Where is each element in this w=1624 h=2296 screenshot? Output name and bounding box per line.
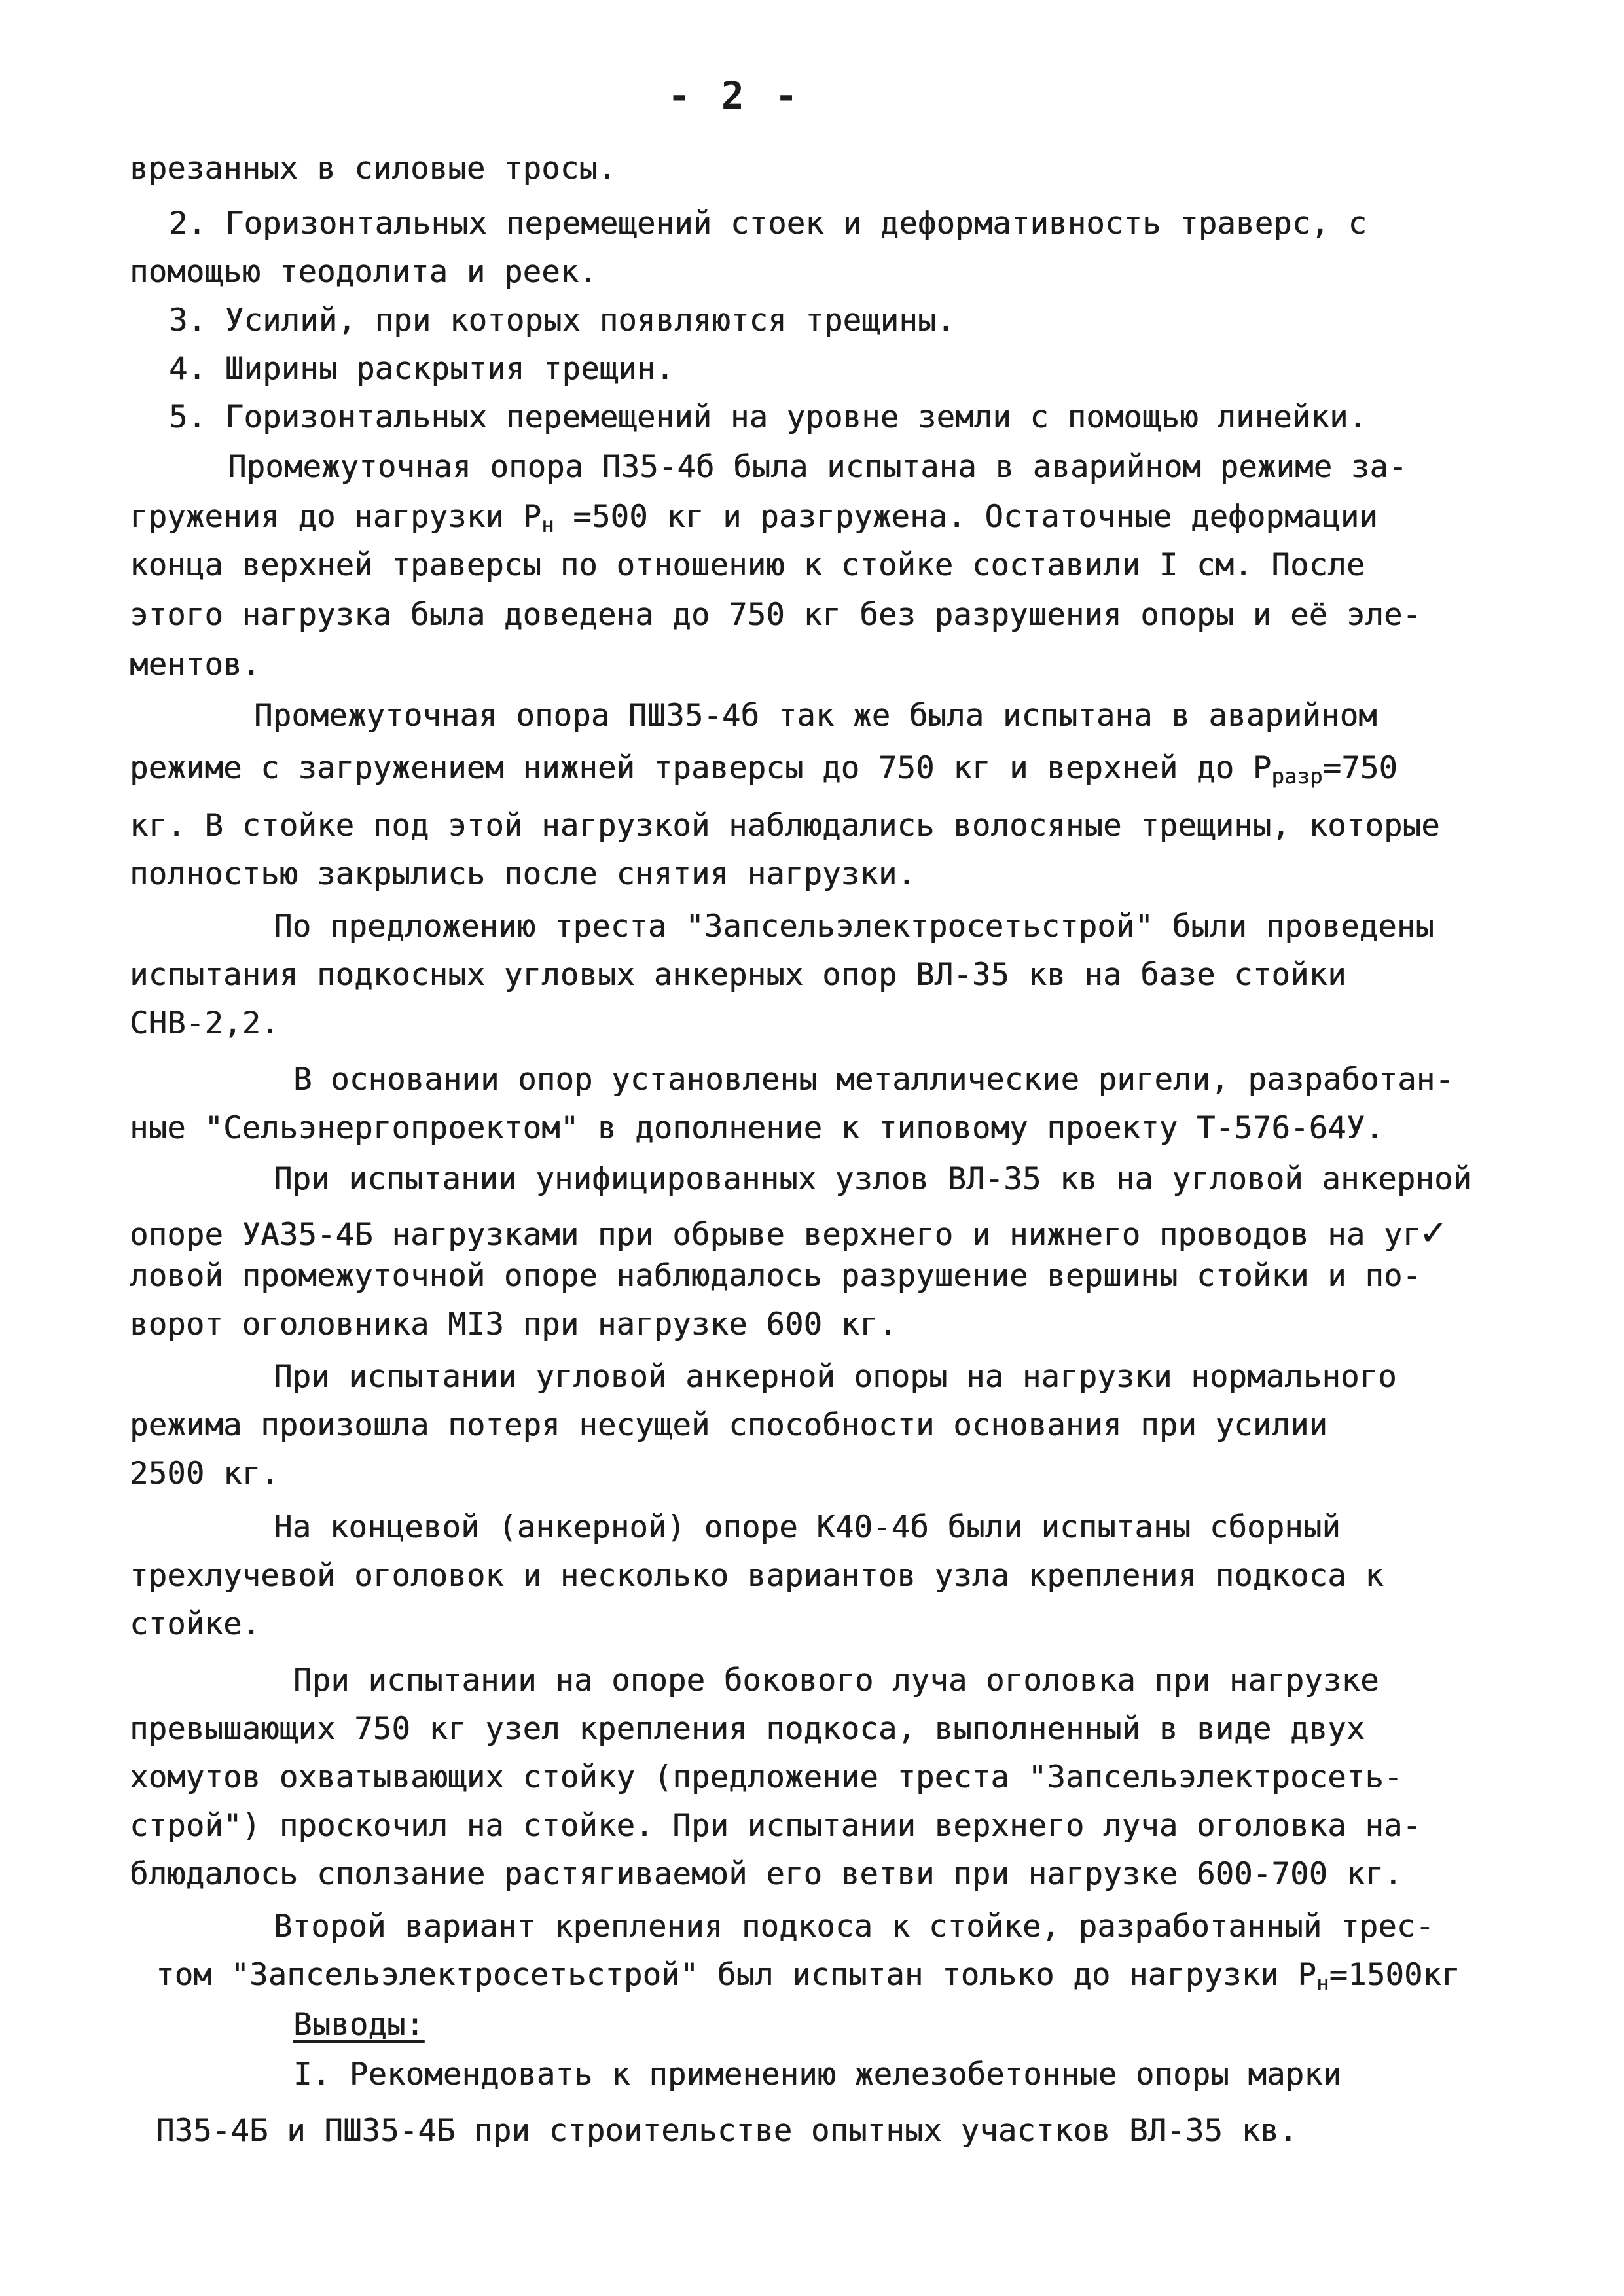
text-line: режима произошла потеря несущей способности основания при усилии bbox=[130, 1407, 1328, 1443]
text-line: этого нагрузка была доведена до 750 кг без разрушения опоры и её эле- bbox=[130, 597, 1422, 633]
text-line: СНВ-2,2. bbox=[130, 1005, 280, 1041]
text-line: ные "Сельэнергопроектом" в дополнение к типовому проекту Т-576-64У. bbox=[130, 1110, 1384, 1146]
text-line: При испытании на опоре бокового луча оголовка при нагрузке bbox=[293, 1662, 1379, 1698]
text-line: хомутов охватывающих стойку (предложение треста "Запсельэлектросеть- bbox=[130, 1759, 1403, 1795]
text-line: Промежуточная опора П35-4б была испытана в аварийном режиме за- bbox=[228, 449, 1407, 485]
text-line: том "Запсельэлектросетьстрой" был испытан только до нагрузки $Р_н=1500кг$ bbox=[156, 1957, 1460, 1996]
text-line: блюдалось сползание растягиваемой его ветви при нагрузке 600-700 кг. bbox=[130, 1856, 1403, 1892]
text-line: опоре УА35-4Б нагрузками при обрыве верхнего и нижнего проводов на уг✓ bbox=[130, 1209, 1445, 1255]
text-line: кг. В стойке под этой нагрузкой наблюдались волосяные трещины, которые bbox=[130, 808, 1440, 844]
text-line: конца верхней траверсы по отношению к стойке составили I см. После bbox=[130, 547, 1365, 583]
text-line: П35-4Б и ПШ35-4Б при строительстве опытных участков ВЛ-35 кв. bbox=[156, 2113, 1298, 2149]
margin-check-mark: ✓ bbox=[1421, 1209, 1445, 1255]
list-item: 4. Ширины раскрытия трещин. bbox=[169, 351, 675, 387]
text-line: На концевой (анкерной) опоре К40-4б были испытаны сборный bbox=[274, 1509, 1341, 1545]
text-line: По предложению треста "Запсельэлектросетьстрой" были проведены bbox=[274, 908, 1434, 944]
text-line: режиме с загружением нижней траверсы до 750 кг и верхней до $Р_{разр}=750$ bbox=[130, 750, 1398, 789]
page-number: - 2 - bbox=[668, 73, 802, 118]
text-line: ментов. bbox=[130, 647, 261, 683]
text-line: стойке. bbox=[130, 1606, 261, 1642]
text-line: строй") проскочил на стойке. При испытании верхнего луча оголовка на- bbox=[130, 1808, 1422, 1844]
text-line: При испытании угловой анкерной опоры на нагрузки нормального bbox=[274, 1359, 1397, 1395]
text-line: испытания подкосных угловых анкерных опор ВЛ-35 кв на базе стойки bbox=[130, 957, 1346, 993]
conclusions-heading: Выводы: bbox=[293, 2007, 425, 2043]
text-line: врезанных в силовые тросы. bbox=[130, 151, 617, 187]
text-line: ворот оголовника МI3 при нагрузке 600 кг. bbox=[130, 1306, 897, 1342]
text-line: трехлучевой оголовок и несколько вариантов узла крепления подкоса к bbox=[130, 1558, 1384, 1594]
text-line: гружения до нагрузки $Р_н =500$ кг и разгружена. Остаточные деформации bbox=[130, 499, 1378, 537]
list-item: I. Рекомендовать к применению железобетонные опоры марки bbox=[293, 2056, 1342, 2092]
text-line: Промежуточная опора ПШ35-4б так же была испытана в аварийном bbox=[254, 698, 1377, 734]
text-line: В основании опор установлены металлические ригели, разработан- bbox=[293, 1062, 1454, 1098]
text-line: ловой промежуточной опоре наблюдалось разрушение вершины стойки и по- bbox=[130, 1258, 1422, 1294]
text-line: При испытании унифицированных узлов ВЛ-35 кв на угловой анкерной bbox=[274, 1161, 1472, 1197]
list-item: 3. Усилий, при которых появляются трещины. bbox=[169, 302, 956, 338]
list-item: 2. Горизонтальных перемещений стоек и деформативность траверс, с bbox=[169, 206, 1367, 242]
text-line: помощью теодолита и реек. bbox=[130, 254, 598, 290]
text-line: Второй вариант крепления подкоса к стойке, разработанный трес- bbox=[274, 1909, 1434, 1945]
text-line: 2500 кг. bbox=[130, 1456, 280, 1492]
text-line: превышающих 750 кг узел крепления подкоса, выполненный в виде двух bbox=[130, 1711, 1365, 1747]
text-line: полностью закрылись после снятия нагрузки. bbox=[130, 856, 916, 892]
list-item: 5. Горизонтальных перемещений на уровне земли с помощью линейки. bbox=[169, 399, 1367, 435]
